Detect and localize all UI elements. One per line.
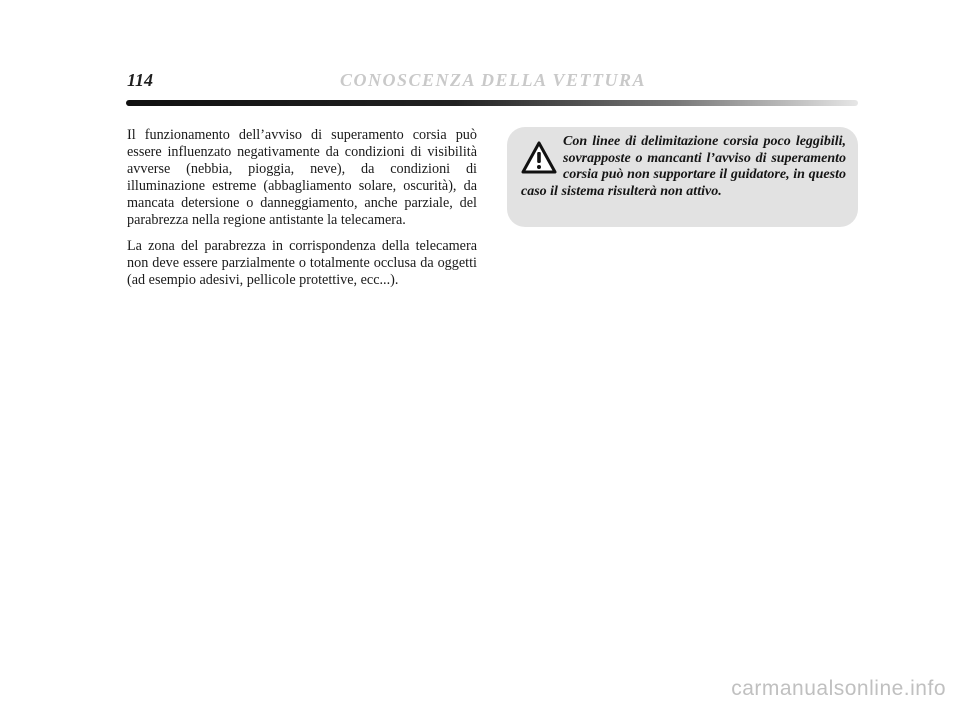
paragraph-visibility: Il funzionamento dell’avviso di superamento corsia può essere influenzato negativamente da condizioni di visibilità avverse (nebbia, pioggia, neve), da condizioni di illuminazione estreme (abbagliamento solare, oscurità), da mancata detersione o danneggiamento, anche parziale, del parabrezza nella regione antistante la telecamera. [127, 127, 477, 228]
header-divider [126, 100, 858, 106]
warning-box [507, 127, 858, 227]
watermark: carmanualsonline.info [731, 677, 946, 700]
body-text-column [127, 127, 477, 298]
paragraph-windshield-zone: La zona del parabrezza in corrispondenza della telecamera non deve essere parzialmente o totalmente occlusa da oggetti (ad esempio adesivi, pellicole protettive, ecc...). [127, 238, 477, 288]
page-number: 114 [127, 70, 154, 90]
section-title: CONOSCENZA DELLA VETTURA [340, 70, 647, 90]
warning-text: Con linee di delimitazione corsia poco leggibili, sovrapposte o mancanti l’avviso di superamento corsia può non supportare il guidatore, in questo caso il sistema risulterà non attivo. [521, 134, 846, 199]
warning-triangle-icon [521, 140, 557, 176]
